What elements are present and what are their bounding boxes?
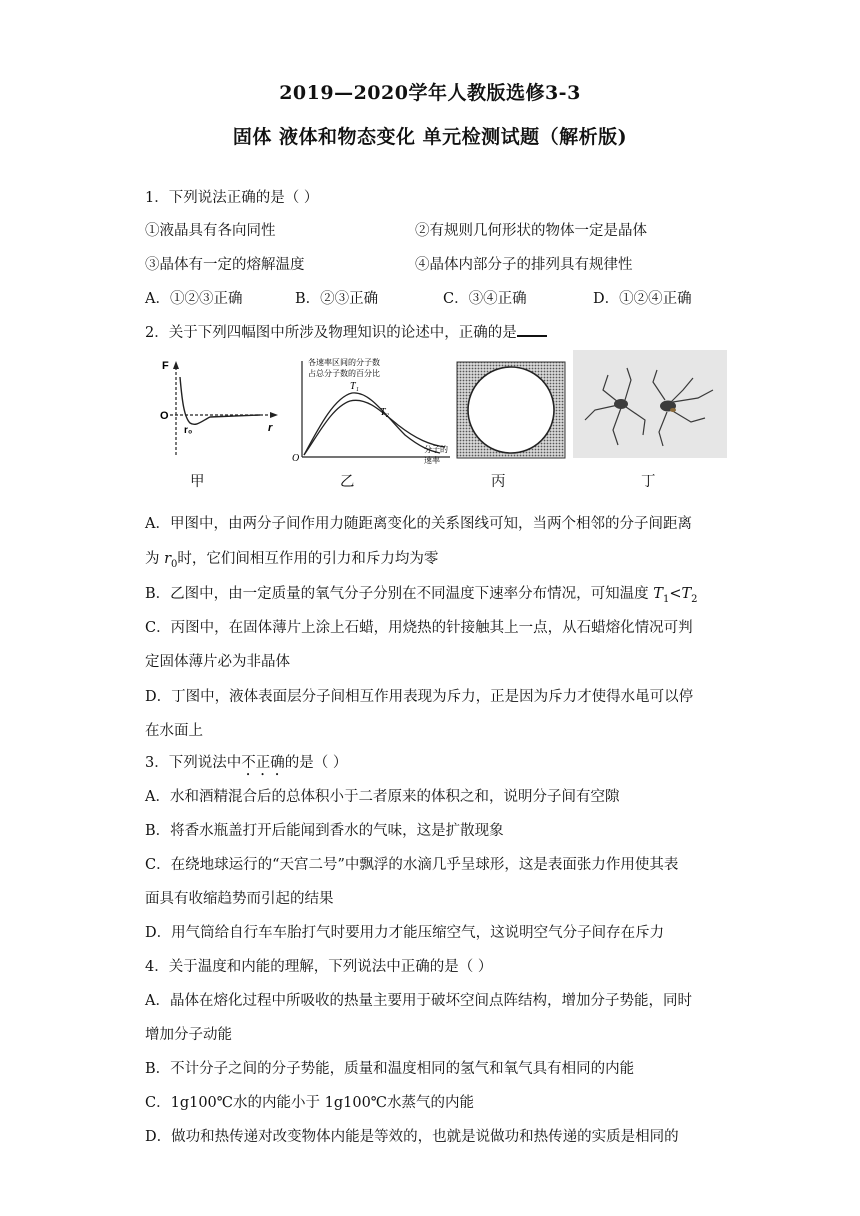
yi-y-label-1: 各速率区间的分子数 (308, 358, 380, 367)
symbol-r: r (164, 551, 172, 567)
q2-stem: 2．关于下列四幅图中所涉及物理知识的论述中，正确的是 (145, 325, 517, 341)
yi-label-t1: T₁ (350, 381, 360, 392)
q1-option-a: A．①②③正确 (145, 291, 243, 307)
q1-statement-3: ③晶体有一定的熔解温度 (145, 257, 305, 273)
q1-option-b: B．②③正确 (295, 291, 379, 307)
symbol-t: T (681, 586, 692, 602)
jia-label-r: r (268, 422, 273, 434)
q1-statement-4: ④晶体内部分子的排列具有规律性 (415, 257, 633, 273)
q3-option-c-line2: 面具有收缩趋势而引起的结果 (145, 891, 334, 907)
q3-option-a: A．水和酒精混合后的总体积小于二者原来的体积之和，说明分子间有空隙 (145, 789, 620, 805)
subscript: 1 (662, 593, 670, 605)
q1-option-c: C．③④正确 (443, 291, 527, 307)
jia-label-r0: r₀ (184, 425, 193, 436)
q4-option-a-line1: A．晶体在熔化过程中所吸收的热量主要用于破坏空间点阵结构，增加分子势能，同时 (145, 993, 692, 1009)
jia-label-f: F (162, 360, 169, 372)
yi-y-label-2: 占总分子数的百分比 (308, 369, 380, 378)
text: 3．下列说法中 (145, 755, 242, 771)
yi-x-label-1: 分子的 (424, 445, 448, 454)
less-than: < (669, 586, 682, 602)
caption-yi: 乙 (340, 474, 355, 490)
text: B．乙图中，由一定质量的氧气分子分别在不同温度下速率分布情况，可知温度 (145, 586, 654, 602)
subscript: 2 (691, 593, 698, 605)
q2-option-a-line2 (145, 547, 438, 570)
yi-label-t2: T₂ (380, 407, 390, 418)
q3-option-c-line1: C．在绕地球运行的“天宫二号”中飘浮的水滴几乎呈球形，这是表面张力作用使其表 (145, 857, 679, 873)
figure-jia-force-graph (150, 355, 290, 465)
text: 的是（ ） (284, 755, 348, 771)
q4-option-c: C．1g100℃水的内能小于 1g100℃水蒸气的内能 (145, 1095, 475, 1111)
jia-label-o: O (160, 410, 169, 422)
q2-option-a-line1: A．甲图中，由两分子间作用力随距离变化的关系图线可知，当两个相邻的分子间距离 (145, 516, 692, 532)
figure-ding-water-striders (573, 350, 727, 458)
q4-option-a-line2: 增加分子动能 (145, 1027, 232, 1043)
q3-option-b: B．将香水瓶盖打开后能闻到香水的气味，这是扩散现象 (145, 823, 504, 839)
figure-yi-speed-distribution (290, 355, 455, 465)
q2-option-d-line2: 在水面上 (145, 723, 203, 739)
yi-x-label-2: 速率 (424, 456, 440, 465)
melted-wax-circle (468, 367, 554, 453)
caption-jia: 甲 (190, 474, 205, 490)
text: 时，它们间相互作用的引力和斥力均为零 (177, 551, 439, 567)
yi-origin: O (292, 453, 300, 464)
document-title-line2: 固体 液体和物态变化 单元检测试题（解析版) (232, 126, 628, 148)
q1-statement-1: ①液晶具有各向同性 (145, 223, 276, 239)
q2-option-b (145, 582, 698, 605)
symbol-t: T (653, 586, 663, 602)
q4-stem: 4．关于温度和内能的理解，下列说法中正确的是（ ） (145, 959, 493, 975)
q1-stem: 1．下列说法正确的是（ ） (145, 190, 319, 206)
water-strider-1 (614, 399, 628, 409)
q1-option-d: D．①②④正确 (593, 291, 692, 307)
document-title-line1: 2019—2020学年人教版选修3-3 (279, 82, 581, 104)
caption-ding: 丁 (641, 474, 656, 490)
subscript: 0 (171, 558, 178, 570)
text: 为 (145, 551, 165, 567)
q2-option-d-line1: D．丁图中，液体表面层分子间相互作用表现为斥力，正是因为斥力才使得水黾可以停 (145, 689, 694, 705)
emphasis-text: 不正确 (241, 755, 285, 771)
q2-stem-wrap (145, 321, 547, 342)
q2-option-c-line1: C．丙图中，在固体薄片上涂上石蜡，用烧热的针接触其上一点，从石蜡熔化情况可判 (145, 620, 693, 636)
q2-option-c-line2: 定固体薄片必为非晶体 (145, 654, 290, 670)
q4-option-d: D．做功和热传递对改变物体内能是等效的，也就是说做功和热传递的实质是相同的 (145, 1129, 679, 1145)
q3-option-d: D．用气筒给自行车车胎打气时要用力才能压缩空气，这说明空气分子间存在斥力 (145, 925, 665, 941)
q1-statement-2: ②有规则几何形状的物体一定是晶体 (415, 223, 647, 239)
q3-stem (145, 751, 347, 779)
caption-bing: 丙 (491, 474, 506, 490)
answer-blank (517, 321, 547, 337)
figure-bing-wax-plate (456, 361, 566, 459)
q4-option-b: B．不计分子之间的分子势能，质量和温度相同的氢气和氧气具有相同的内能 (145, 1061, 635, 1077)
